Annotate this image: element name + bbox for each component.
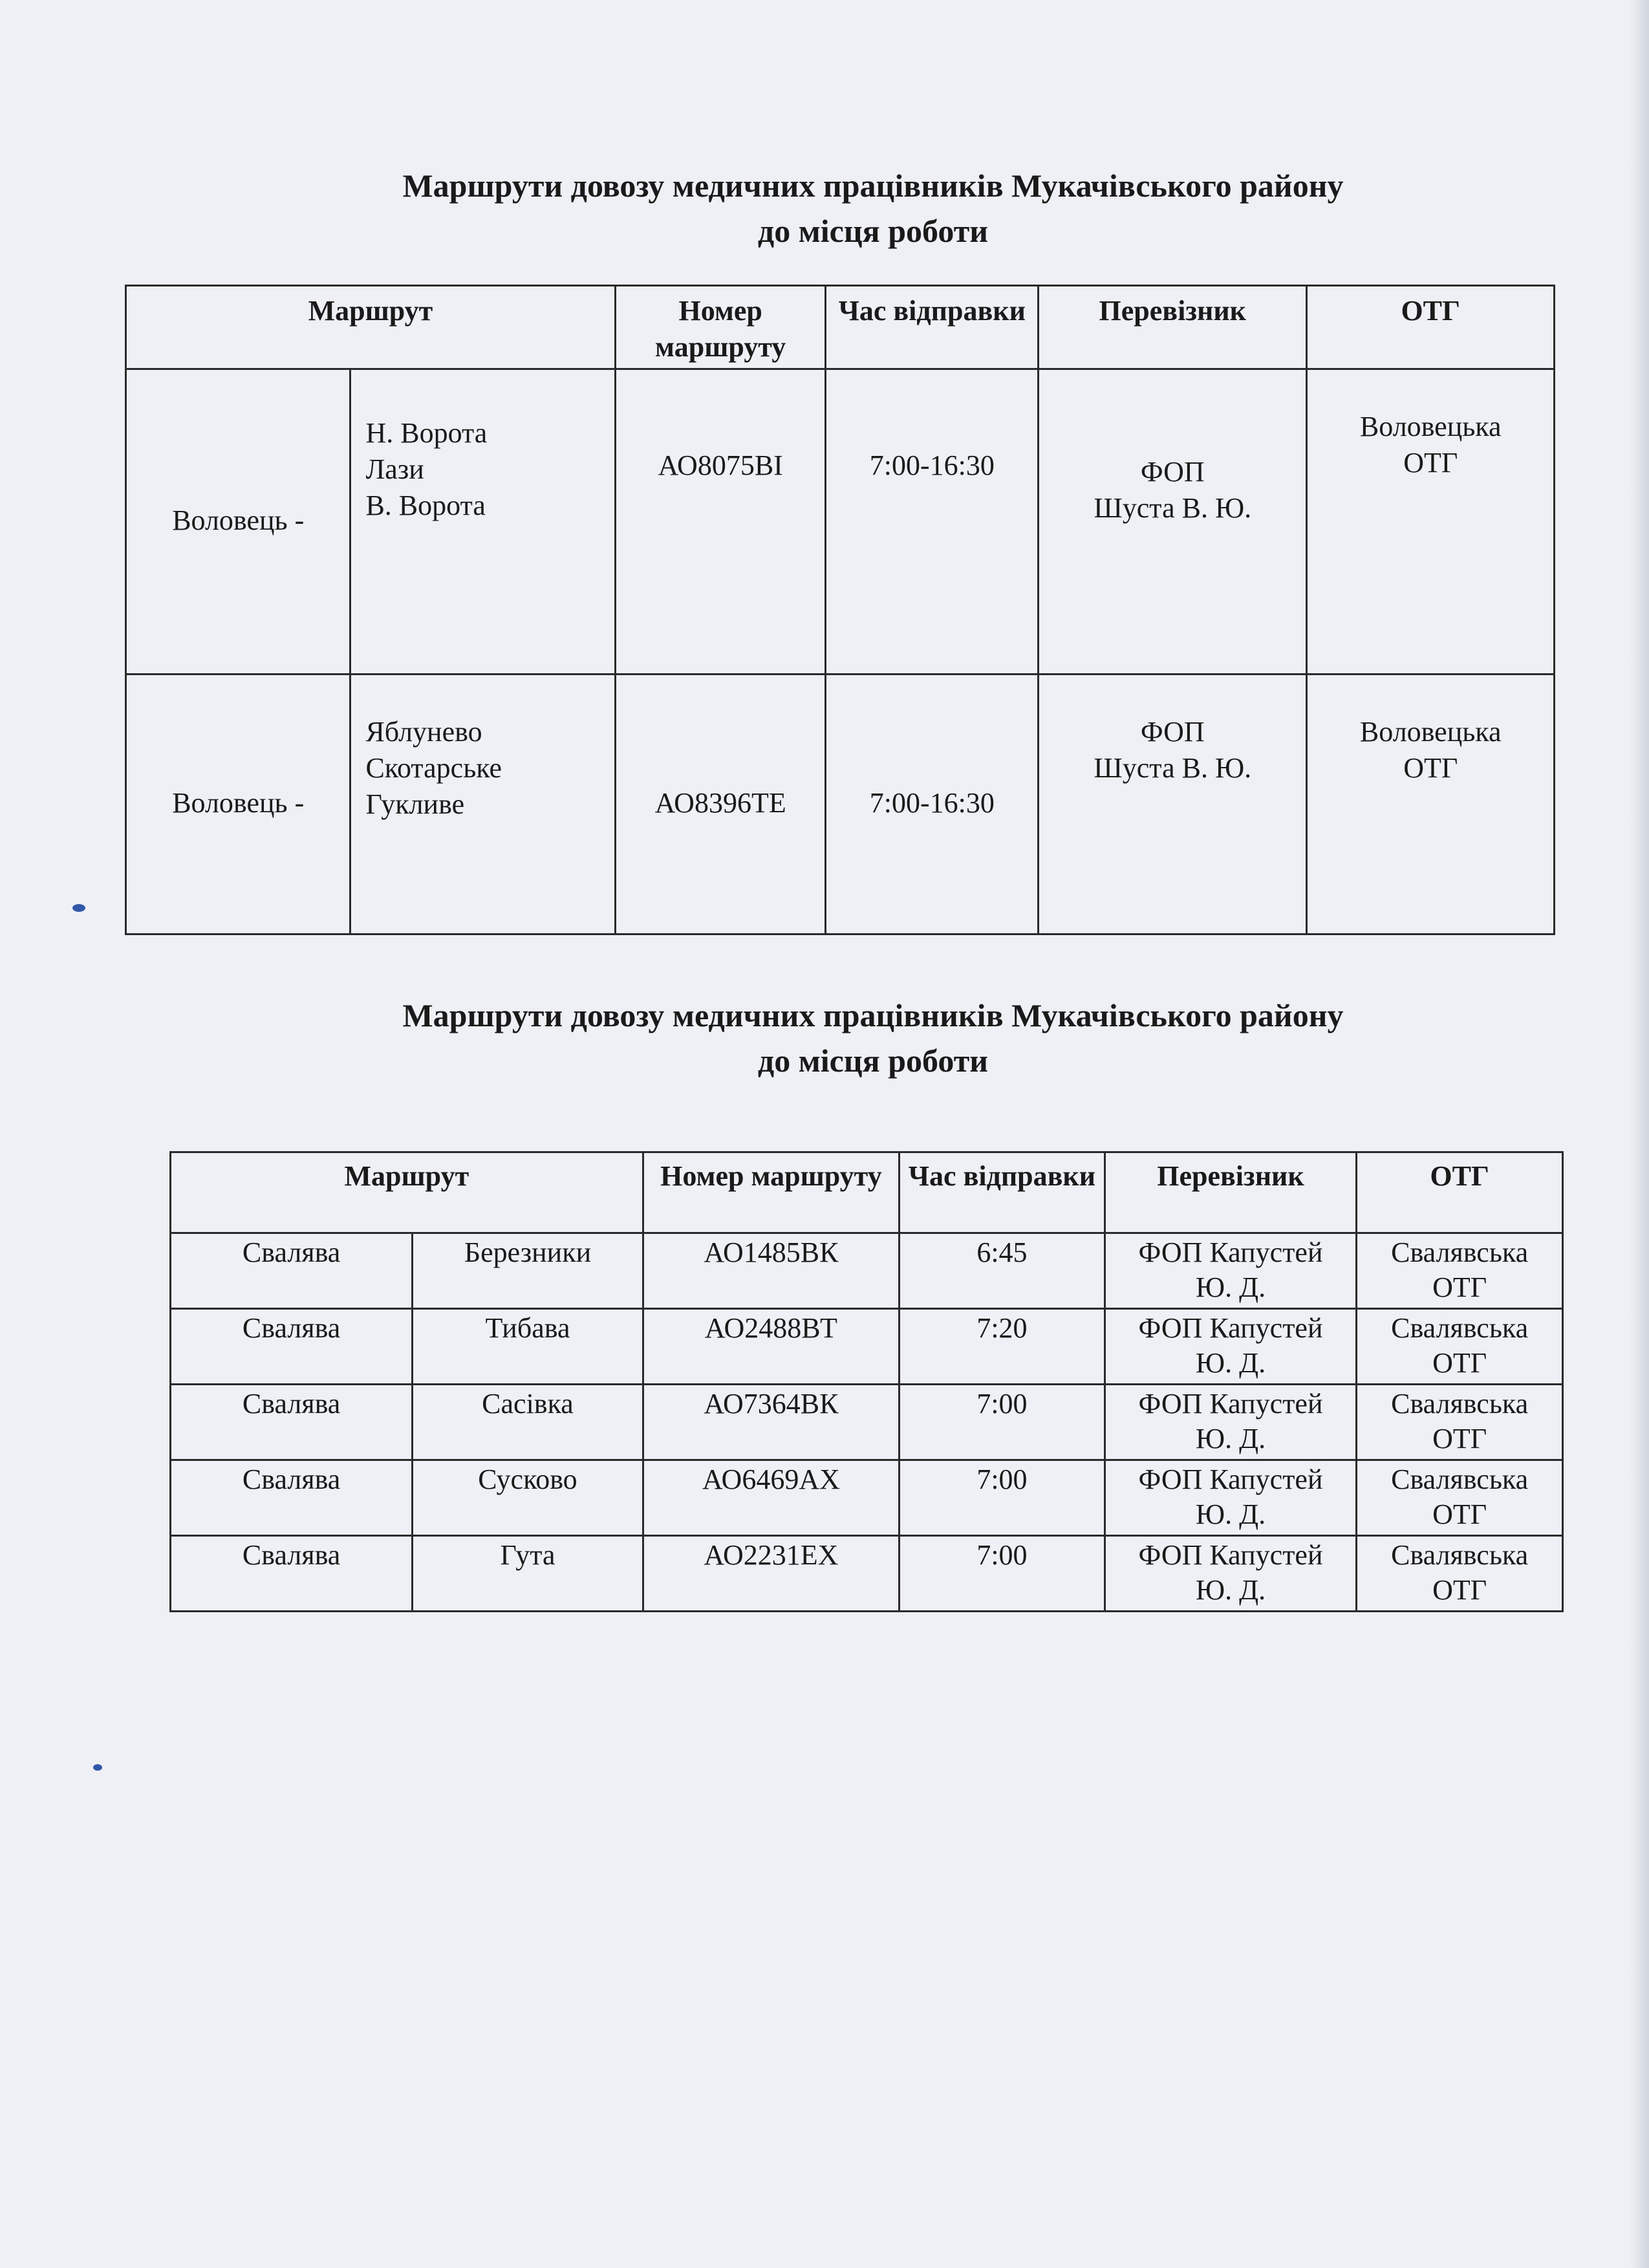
route-number: АО8396ТЕ: [615, 675, 826, 934]
route-number: АО1485ВК: [643, 1233, 899, 1309]
route-stops: [350, 675, 615, 934]
route-from: Воловець -: [126, 675, 350, 934]
otg: [1357, 1460, 1563, 1536]
ink-spot: [72, 904, 85, 912]
table-row: [171, 1460, 1563, 1536]
table-row: [171, 1309, 1563, 1385]
header-carrier: Перевізник: [1039, 286, 1307, 369]
carrier-line-1: ФОП Капустей: [1138, 1312, 1323, 1344]
header-route: Маршрут: [171, 1152, 643, 1233]
document-title-2: [0, 993, 1649, 1083]
header-departure-time: Час відправки: [900, 1152, 1105, 1233]
otg-line-1: Свалявська: [1391, 1312, 1529, 1344]
otg-line-2: ОТГ: [1432, 1347, 1487, 1379]
route-to: Сасівка: [413, 1385, 643, 1460]
otg-line-1: Воловецька: [1359, 716, 1502, 748]
route-stops: [350, 369, 615, 675]
route-to: Гута: [413, 1536, 643, 1612]
title-1-line-1: Маршрути довозу медичних працівників Мукачівського району: [402, 167, 1344, 204]
header-otg: ОТГ: [1307, 286, 1555, 369]
otg-line-2: ОТГ: [1432, 1498, 1487, 1530]
departure-time: 7:00-16:30: [826, 675, 1039, 934]
otg-line-2: ОТГ: [1432, 1271, 1487, 1303]
otg-line-2: ОТГ: [1432, 1423, 1487, 1454]
otg: [1357, 1385, 1563, 1460]
otg-line-1: Свалявська: [1391, 1539, 1529, 1571]
otg: [1357, 1309, 1563, 1385]
carrier: [1039, 675, 1307, 934]
header-route-number: Номер маршруту: [615, 286, 826, 369]
carrier: [1105, 1309, 1356, 1385]
carrier-line-2: Ю. Д.: [1195, 1347, 1266, 1379]
otg: [1357, 1536, 1563, 1612]
carrier-line-2: Ю. Д.: [1195, 1423, 1266, 1454]
table-header-row: [171, 1152, 1563, 1233]
otg-line-1: Воловецька: [1359, 411, 1502, 442]
carrier-line-1: ФОП Капустей: [1138, 1388, 1323, 1420]
carrier-line-2: Шуста В. Ю.: [1094, 752, 1252, 784]
departure-time: 7:20: [900, 1309, 1105, 1385]
title-2-line-1: Маршрути довозу медичних працівників Мукачівського району: [402, 997, 1344, 1033]
route-from: Воловець -: [126, 369, 350, 675]
route-stop: В. Ворота: [365, 490, 486, 521]
route-number: АО6469АХ: [643, 1460, 899, 1536]
departure-time: 7:00: [900, 1536, 1105, 1612]
otg-line-2: ОТГ: [1403, 752, 1458, 784]
route-number: АО7364ВК: [643, 1385, 899, 1460]
route-to: Сусково: [413, 1460, 643, 1536]
departure-time: 7:00: [900, 1460, 1105, 1536]
title-1-line-2: до місця роботи: [757, 213, 989, 249]
table-row: [171, 1385, 1563, 1460]
carrier-line-1: ФОП Капустей: [1138, 1463, 1323, 1495]
departure-time: 6:45: [900, 1233, 1105, 1309]
route-from: Свалява: [171, 1233, 413, 1309]
carrier: [1105, 1536, 1356, 1612]
routes-table-svaliava: [169, 1151, 1564, 1612]
otg: [1307, 369, 1555, 675]
header-otg: ОТГ: [1357, 1152, 1563, 1233]
header-route: Маршрут: [126, 286, 616, 369]
table-header-row: [126, 286, 1555, 369]
route-to: Тибава: [413, 1309, 643, 1385]
carrier-line-1: ФОП Капустей: [1138, 1237, 1323, 1268]
route-number: АО2488ВТ: [643, 1309, 899, 1385]
carrier: [1105, 1233, 1356, 1309]
title-2-line-2: до місця роботи: [757, 1042, 989, 1079]
route-number: АО8075ВІ: [615, 369, 826, 675]
route-from: Свалява: [171, 1309, 413, 1385]
route-number: АО2231ЕХ: [643, 1536, 899, 1612]
route-from: Свалява: [171, 1385, 413, 1460]
route-stop: Н. Ворота: [365, 417, 488, 449]
otg-line-1: Свалявська: [1391, 1237, 1529, 1268]
otg-line-1: Свалявська: [1391, 1463, 1529, 1495]
otg-line-2: ОТГ: [1403, 447, 1458, 479]
route-stop: Яблунево: [365, 716, 482, 748]
carrier-line-2: Ю. Д.: [1195, 1574, 1266, 1606]
route-to: Березники: [413, 1233, 643, 1309]
table-row: [171, 1233, 1563, 1309]
departure-time: 7:00: [900, 1385, 1105, 1460]
carrier-line-2: Ю. Д.: [1195, 1498, 1266, 1530]
carrier: [1039, 369, 1307, 675]
table-row: [171, 1536, 1563, 1612]
route-stop: Гукливе: [365, 788, 465, 820]
document-title-1: [0, 163, 1649, 254]
carrier-line-1: ФОП Капустей: [1138, 1539, 1323, 1571]
table-row: [126, 675, 1555, 934]
route-from: Свалява: [171, 1460, 413, 1536]
ink-spot: [93, 1764, 102, 1771]
carrier-line-1: ФОП: [1140, 456, 1205, 488]
route-from: Свалява: [171, 1536, 413, 1612]
routes-table-volovets: [125, 285, 1555, 935]
header-carrier: Перевізник: [1105, 1152, 1356, 1233]
carrier: [1105, 1385, 1356, 1460]
page-edge-shadow: [1630, 0, 1649, 2268]
otg: [1307, 675, 1555, 934]
otg-line-2: ОТГ: [1432, 1574, 1487, 1606]
route-stop: Скотарське: [365, 752, 502, 784]
carrier-line-1: ФОП: [1140, 716, 1205, 748]
carrier: [1105, 1460, 1356, 1536]
carrier-line-2: Ю. Д.: [1195, 1271, 1266, 1303]
departure-time: 7:00-16:30: [826, 369, 1039, 675]
carrier-line-2: Шуста В. Ю.: [1094, 492, 1252, 524]
route-stop: Лази: [365, 453, 424, 485]
otg: [1357, 1233, 1563, 1309]
header-departure-time: Час відправки: [826, 286, 1039, 369]
table-row: [126, 369, 1555, 675]
otg-line-1: Свалявська: [1391, 1388, 1529, 1420]
header-route-number: Номер маршруту: [643, 1152, 899, 1233]
